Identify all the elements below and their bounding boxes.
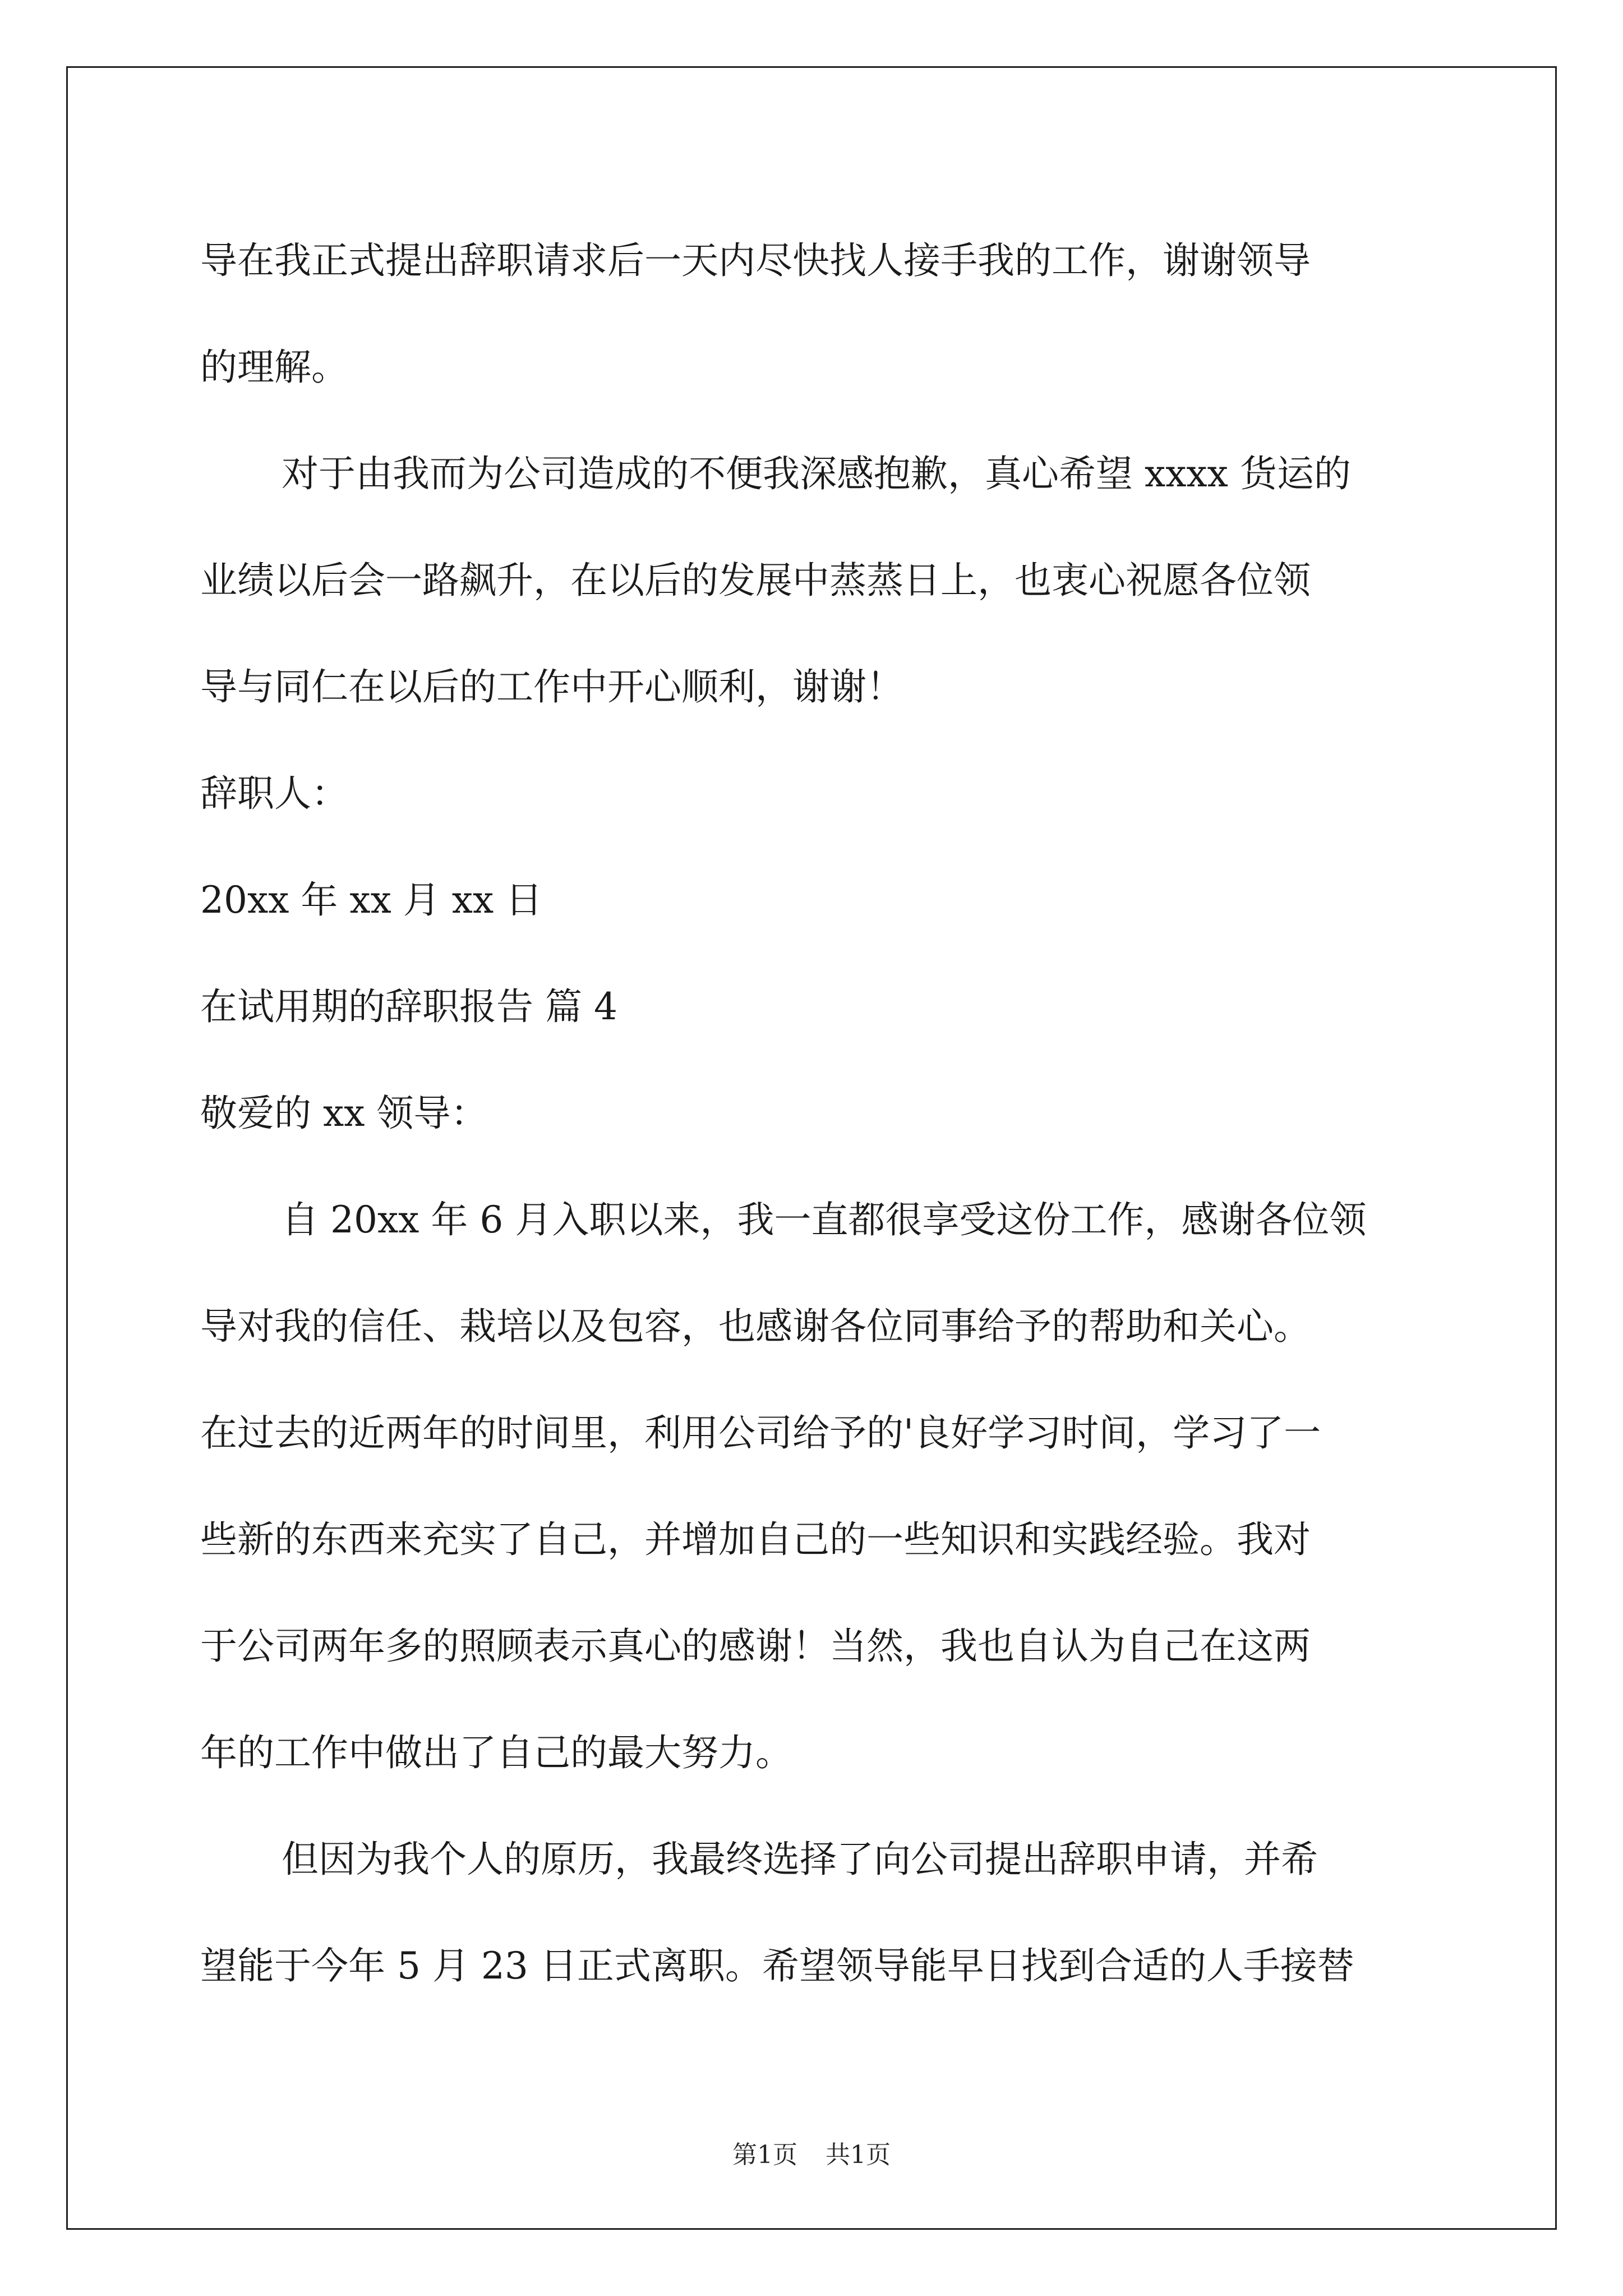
paragraph-line: 的理解。 bbox=[200, 346, 348, 389]
paragraph-line: 导对我的信任、栽培以及包容，也感谢各位同事给予的帮助和关心。 bbox=[200, 1305, 1311, 1348]
document-body bbox=[200, 208, 1434, 2019]
paragraph-line: 自 20xx 年 6 月入职以来，我一直都很享受这份工作，感谢各位领 bbox=[282, 1198, 1367, 1241]
page-footer bbox=[0, 2134, 1623, 2170]
signature-label: 辞职人： bbox=[200, 772, 348, 815]
paragraph-line: 于公司两年多的照顾表示真心的感谢！当然，我也自认为自己在这两 bbox=[200, 1625, 1311, 1668]
paragraph-line: 在过去的近两年的时间里，利用公司给予的'良好学习时间，学习了一 bbox=[200, 1411, 1321, 1455]
paragraph-line: 导在我正式提出辞职请求后一天内尽快找人接手我的工作，谢谢领导 bbox=[200, 239, 1311, 282]
salutation: 敬爱的 xx 领导： bbox=[200, 1092, 488, 1135]
paragraph-line: 望能于今年 5 月 23 日正式离职。希望领导能早日找到合适的人手接替 bbox=[200, 1944, 1354, 1987]
paragraph-line: 些新的东西来充实了自己，并增加自己的一些知识和实践经验。我对 bbox=[200, 1518, 1311, 1561]
paragraph-line: 但因为我个人的原历，我最终选择了向公司提出辞职申请，并希 bbox=[282, 1838, 1318, 1881]
paragraph-line: 年的工作中做出了自己的最大努力。 bbox=[200, 1731, 792, 1774]
paragraph-line: 导与同仁在以后的工作中开心顺利，谢谢！ bbox=[200, 665, 903, 708]
page-number: 第1页 bbox=[732, 2141, 797, 2169]
section-heading: 在试用期的辞职报告 篇 4 bbox=[200, 985, 617, 1028]
paragraph-line: 业绩以后会一路飙升，在以后的发展中蒸蒸日上，也衷心祝愿各位领 bbox=[200, 559, 1311, 602]
date-line: 20xx 年 xx 月 xx 日 bbox=[200, 878, 543, 922]
paragraph-line: 对于由我而为公司造成的不便我深感抱歉，真心希望 xxxx 货运的 bbox=[282, 452, 1351, 495]
page-total: 共1页 bbox=[826, 2141, 891, 2169]
